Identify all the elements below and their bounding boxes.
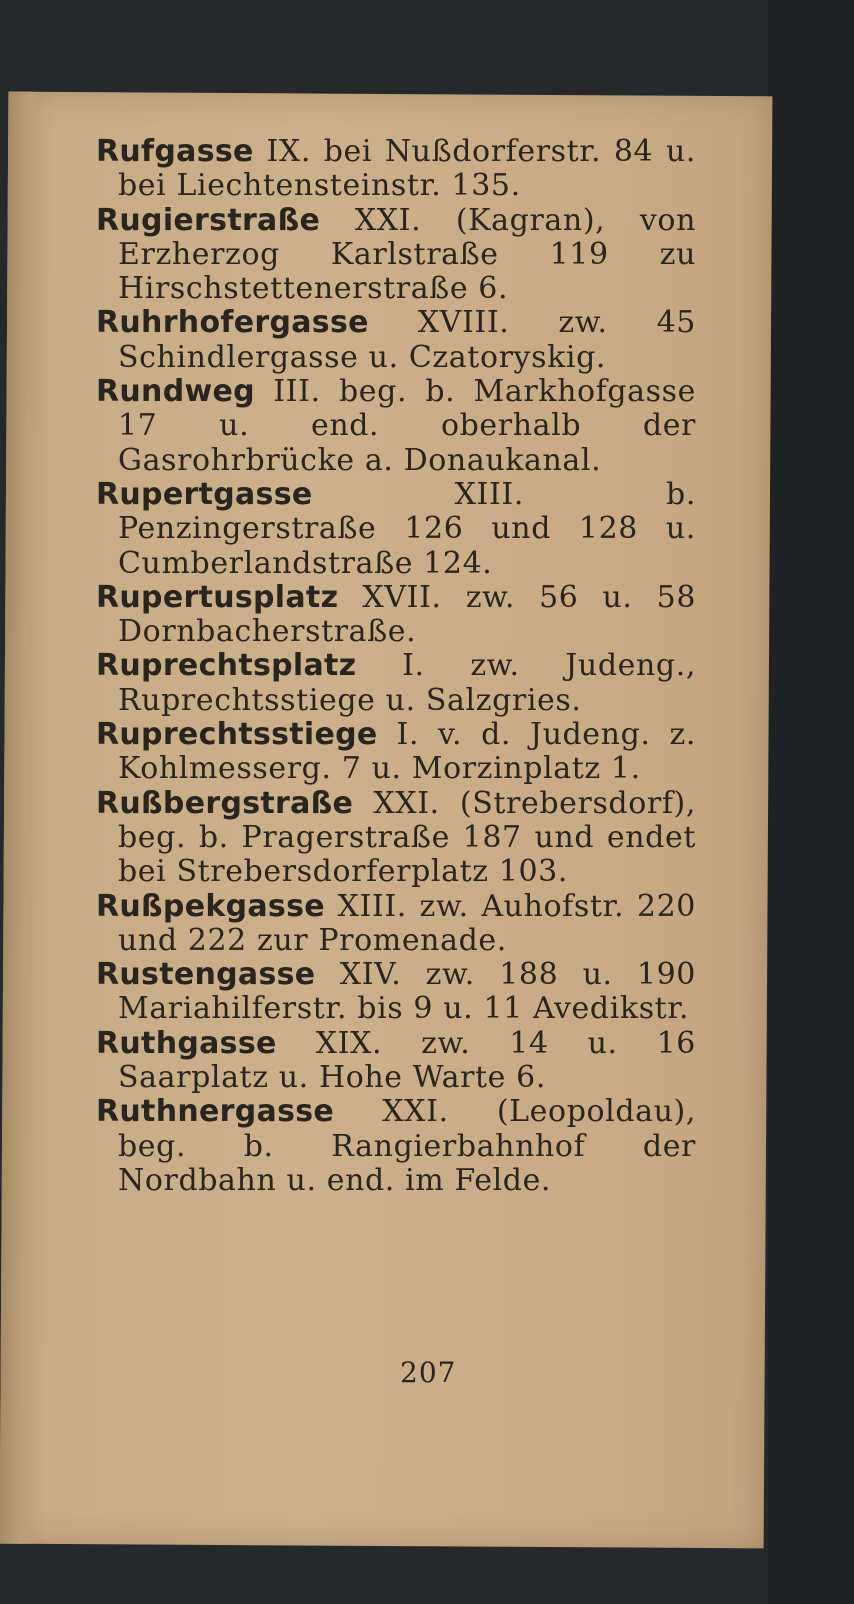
street-directory <box>96 135 696 1198</box>
street-name: Ruthnergasse <box>96 1094 335 1130</box>
directory-entry <box>96 204 696 307</box>
directory-entry <box>96 581 696 650</box>
street-name: Rupertusplatz <box>96 579 339 615</box>
directory-entry <box>96 135 696 204</box>
street-description: IX. bei Nußdorferstr. 84 u. bei Liechtensteinstr. 135. <box>118 134 696 204</box>
directory-entry <box>96 1027 696 1096</box>
street-description: I. v. d. Judeng. z. Kohlmesserg. 7 u. Morzinplatz 1. <box>118 717 696 787</box>
page-number: 207 <box>400 1356 457 1389</box>
directory-entry <box>96 787 696 890</box>
street-description: XXI. (Strebersdorf), beg. b. Pragerstraße 187 und endet bei Strebersdorferplatz 103. <box>118 785 696 890</box>
street-name: Rustengasse <box>96 957 316 993</box>
page-binding-edge <box>0 92 44 1544</box>
street-name: Rugierstraße <box>96 202 321 238</box>
street-description: XIX. zw. 14 u. 16 Saarplatz u. Hohe Warte 6. <box>118 1025 696 1096</box>
street-name: Rufgasse <box>96 134 254 169</box>
street-name: Rußpekgasse <box>96 888 325 924</box>
street-description: XIII. zw. Auhofstr. 220 und 222 zur Promenade. <box>118 888 696 958</box>
street-description: XIII. b. Penzingerstraße 126 und 128 u. Cumberlandstraße 124. <box>118 476 696 581</box>
street-name: Ruthgasse <box>96 1025 277 1061</box>
street-description: XVII. zw. 56 u. 58 Dornbacherstraße. <box>118 579 697 650</box>
directory-entry <box>96 375 696 478</box>
street-description: I. zw. Judeng., Ruprechtsstiege u. Salzgries. <box>118 648 697 718</box>
background-right <box>768 0 854 1604</box>
street-name: Ruprechtsstiege <box>96 717 378 753</box>
street-name: Rupertgasse <box>96 476 313 512</box>
directory-entry <box>96 718 696 787</box>
directory-entry <box>96 1095 696 1198</box>
street-description: XXI. (Leopoldau), beg. b. Rangierbahnhof der Nordbahn u. end. im Felde. <box>118 1094 697 1198</box>
street-name: Rundweg <box>96 374 255 410</box>
street-name: Ruprechtsplatz <box>96 648 357 684</box>
directory-entry <box>96 306 696 375</box>
street-name: Ruhrhofergasse <box>96 305 369 341</box>
directory-entry <box>96 478 696 581</box>
directory-entry <box>96 890 696 959</box>
street-name: Rußbergstraße <box>96 785 354 821</box>
street-description: XVIII. zw. 45 Schindlergasse u. Czatoryskig. <box>118 305 696 375</box>
directory-entry <box>96 958 696 1027</box>
street-description: XXI. (Kagran), von Erzherzog Karlstraße 119 zu Hirschstettenerstraße 6. <box>118 202 696 307</box>
street-description: XIV. zw. 188 u. 190 Mariahilferstr. bis 9 u. 11 Avedikstr. <box>118 957 696 1027</box>
street-description: III. beg. b. Markhofgasse 17 u. end. oberhalb der Gasrohrbrücke a. Donaukanal. <box>118 374 696 478</box>
directory-entry <box>96 649 696 718</box>
